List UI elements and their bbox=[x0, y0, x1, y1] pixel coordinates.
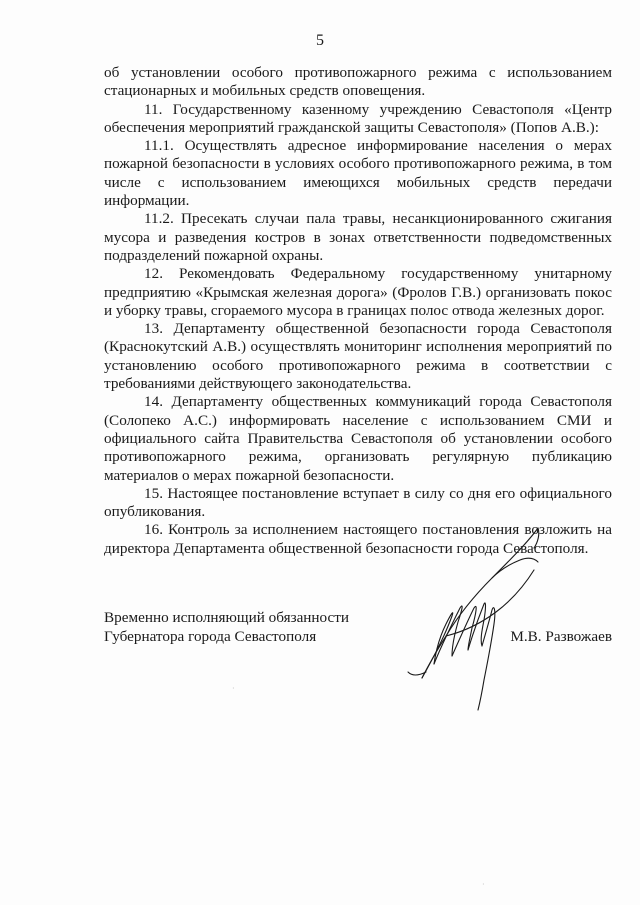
paragraph-continuation: об установлении особого противопожарного режима с использованием стационарных и мобильных средств оповещения. bbox=[104, 64, 612, 100]
scan-speck: · bbox=[232, 684, 235, 693]
document-body bbox=[104, 64, 612, 558]
paragraph-15: 15. Настоящее постановление вступает в силу со дня его официального опубликования. bbox=[104, 484, 612, 521]
paragraph-14: 14. Департаменту общественных коммуникаций города Севастополя (Солопеко А.С.) информировать население с использованием СМИ и официального сайта Правительства Севастополя об установлении особого противопожарного режима, организовать регулярную публикацию материалов о мерах пожарной безопасности. bbox=[104, 393, 612, 484]
paragraph-13: 13. Департаменту общественной безопасности города Севастополя (Краснокутский А.В.) осуществлять мониторинг исполнения мероприятий по установлению особого противопожарного режима в соответствии с требованиями действующего законодательства. bbox=[104, 320, 612, 393]
handwritten-signature bbox=[388, 520, 588, 716]
page-number: 5 bbox=[316, 32, 324, 49]
paragraph-11: 11. Государственному казенному учреждению Севастополя «Центр обеспечения мероприятий гражданской защиты Севастополя» (Попов А.В.): bbox=[104, 100, 612, 136]
signatory-name: М.В. Развожаев bbox=[510, 628, 612, 645]
scan-speck: · bbox=[482, 880, 485, 889]
paragraph-11-2: 11.2. Пресекать случаи пала травы, несанкционированного сжигания мусора и разведения костров в зонах ответственности подведомственных подразделений пожарной охраны. bbox=[104, 210, 612, 264]
paragraph-12: 12. Рекомендовать Федеральному государственному унитарному предприятию «Крымская железная дорога» (Фролов Г.В.) организовать покос и уборку травы, сгораемого мусора в границах полос отвода железных дорог. bbox=[104, 265, 612, 319]
paragraph-16: 16. Контроль за исполнением настоящего постановления возложить на директора Департамента общественной безопасности города Севастополя. bbox=[104, 521, 612, 557]
paragraph-11-1: 11.1. Осуществлять адресное информирование населения о мерах пожарной безопасности в условиях особого противопожарного режима, в том числе с использованием имеющихся мобильных средств передачи информации. bbox=[104, 137, 612, 210]
signatory-title-line1: Временно исполняющий обязанности bbox=[104, 609, 350, 626]
signatory-title-line2: Губернатора города Севастополя bbox=[104, 628, 317, 645]
